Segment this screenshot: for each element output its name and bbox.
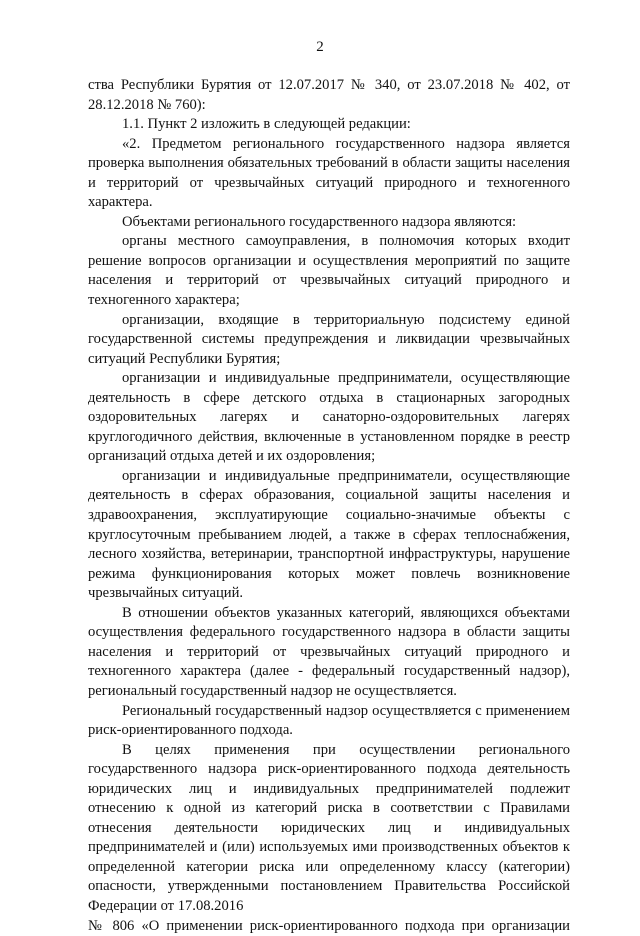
page-number: 2 xyxy=(316,39,324,55)
paragraph-local-authorities: органы местного самоуправления, в полномочия которых входит решение вопросов организации и осуществления мероприятий по защите населения и территорий от чрезвычайных ситуаций природного и техногенного характера; xyxy=(88,233,570,309)
paragraph-social-facilities: организации и индивидуальные предприниматели, осуществляющие деятельность в сферах образования, социальной защиты населения и здравоохранения, эксплуатирующие социально-значимые объекты с круглосуточным пребыванием людей, а также в сферах теплоснабжения, лесного хозяйства, ветеринарии, транспортной инфраструктуры, нарушение режима функционирования которых может повлечь возникновение чрезвычайных ситуаций. xyxy=(88,467,570,602)
paragraph-territorial-subsystem: организации, входящие в территориальную подсистему единой государственной системы предупреждения и ликвидации чрезвычайных ситуаций Республики Бурятия; xyxy=(88,311,570,367)
paragraph-last-line: № 806 «О применении риск-ориентированного подхода при организации xyxy=(88,917,570,934)
paragraph-risk-categories: В целях применения при осуществлении регионального государственного надзора риск-ориентированного подхода деятельность юридических лиц и индивидуальных предпринимателей подлежит отнесению к одной из категорий риска в соответствии с Правилами отнесения деятельности юридических лиц и индивидуальных предпринимателей и (или) используемых ими производственных объектов к определенной категории риска или определенному классу (категории) опасности, утвержденными постановлением Правительства Российской Федерации от 17.08.2016 xyxy=(88,741,570,914)
paragraph-federal-exclusion: В отношении объектов указанных категорий, являющихся объектами осуществления федерального государственного надзора в области защиты населения и территорий от чрезвычайных ситуаций природного и техногенного характера (далее - федеральный государственный надзор), региональный государственный надзор не осуществляется. xyxy=(88,604,570,699)
paragraph-risk-approach: Региональный государственный надзор осуществляется с применением риск-ориентированного подхода. xyxy=(88,702,570,739)
paragraph-child-recreation: организации и индивидуальные предприниматели, осуществляющие деятельность в сфере детского отдыха в стационарных загородных оздоровительных лагерях и санаторно-оздоровительных лагерях круглогодичного действия, включенные в установленном порядке в реестр организаций отдыха детей и их оздоровления; xyxy=(88,370,570,465)
paragraph-continuation: ства Республики Бурятия от 12.07.2017 № 340, от 23.07.2018 № 402, от 28.12.2018 № 760): xyxy=(88,77,570,113)
document-body xyxy=(88,76,570,936)
paragraph-clause-1-1: 1.1. Пункт 2 изложить в следующей редакции: xyxy=(122,116,411,133)
paragraph-objects-intro: Объектами регионального государственного надзора являются: xyxy=(122,213,517,230)
paragraph-clause-2-subject: «2. Предметом регионального государственного надзора является проверка выполнения обязательных требований в области защиты населения и территорий от чрезвычайных ситуаций природного и техногенного характера. xyxy=(88,135,570,211)
